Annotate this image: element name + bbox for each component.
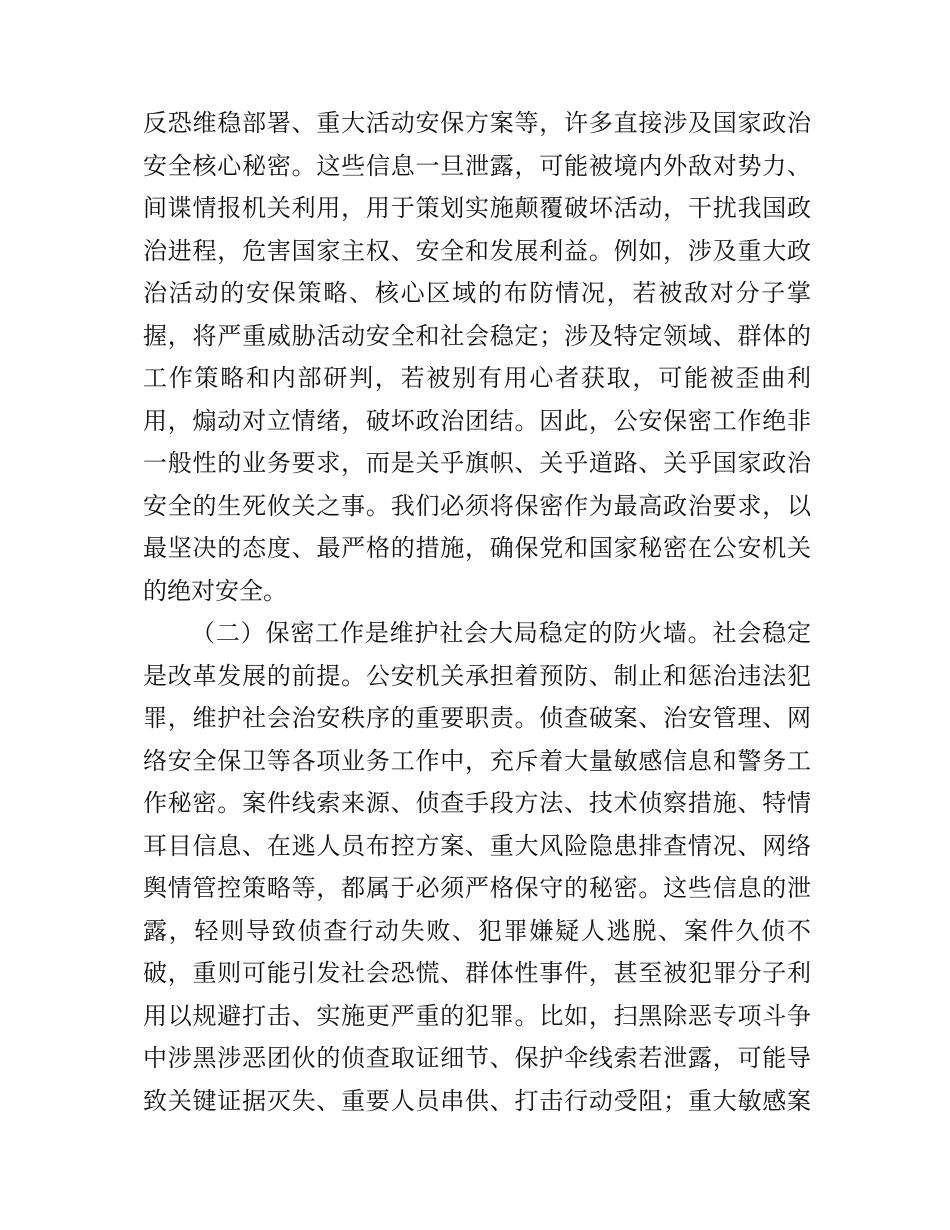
text-line: 中涉黑涉恶团伙的侦查取证细节、保护伞线索若泄露，可能导	[143, 1044, 811, 1072]
text-line: 安全核心秘密。这些信息一旦泄露，可能被境内外敌对势力、	[143, 151, 811, 180]
text-line: 间谍情报机关利用，用于策划实施颠覆破坏活动，干扰我国政	[143, 194, 811, 222]
text-line: 治活动的安保策略、核心区域的布防情况，若被敌对分子掌	[143, 279, 811, 307]
text-line: 一般性的业务要求，而是关乎旗帜、关乎道路、关乎国家政治	[143, 449, 811, 477]
text-line: 破，重则可能引发社会恐慌、群体性事件，甚至被犯罪分子利	[143, 959, 811, 987]
text-line: 作秘密。案件线索来源、侦查手段方法、技术侦察措施、特情	[143, 789, 811, 817]
text-line: 工作策略和内部研判，若被别有用心者获取，可能被歪曲利	[143, 364, 811, 392]
text-line: 络安全保卫等各项业务工作中，充斥着大量敏感信息和警务工	[143, 746, 811, 775]
text-line: 是改革发展的前提。公安机关承担着预防、制止和惩治违法犯	[143, 661, 811, 690]
text-line: 用，煽动对立情绪，破坏政治团结。因此，公安保密工作绝非	[143, 406, 811, 435]
text-line: 致关键证据灭失、重要人员串供、打击行动受阻；重大敏感案	[143, 1086, 811, 1115]
text-line: 治进程，危害国家主权、安全和发展利益。例如，涉及重大政	[143, 236, 811, 265]
text-line: 的绝对安全。	[143, 576, 287, 605]
text-line: 罪，维护社会治安秩序的重要职责。侦查破案、治安管理、网	[143, 704, 811, 732]
text-line: 反恐维稳部署、重大活动安保方案等，许多直接涉及国家政治	[143, 109, 811, 137]
text-line: 耳目信息、在逃人员布控方案、重大风险隐患排查情况、网络	[143, 831, 811, 860]
text-line: 安全的生死攸关之事。我们必须将保密作为最高政治要求，以	[143, 491, 811, 520]
section-heading-line: （二）保密工作是维护社会大局稳定的防火墙。社会稳定	[191, 619, 811, 647]
text-line: 握，将严重威胁活动安全和社会稳定；涉及特定领域、群体的	[143, 321, 811, 350]
text-line: 最坚决的态度、最严格的措施，确保党和国家秘密在公安机关	[143, 534, 811, 562]
text-line: 舆情管控策略等，都属于必须严格保守的秘密。这些信息的泄	[143, 874, 811, 902]
body-text	[143, 102, 811, 1122]
text-line: 用以规避打击、实施更严重的犯罪。比如，扫黑除恶专项斗争	[143, 1001, 811, 1030]
text-line: 露，轻则导致侦查行动失败、犯罪嫌疑人逃脱、案件久侦不	[143, 916, 811, 945]
